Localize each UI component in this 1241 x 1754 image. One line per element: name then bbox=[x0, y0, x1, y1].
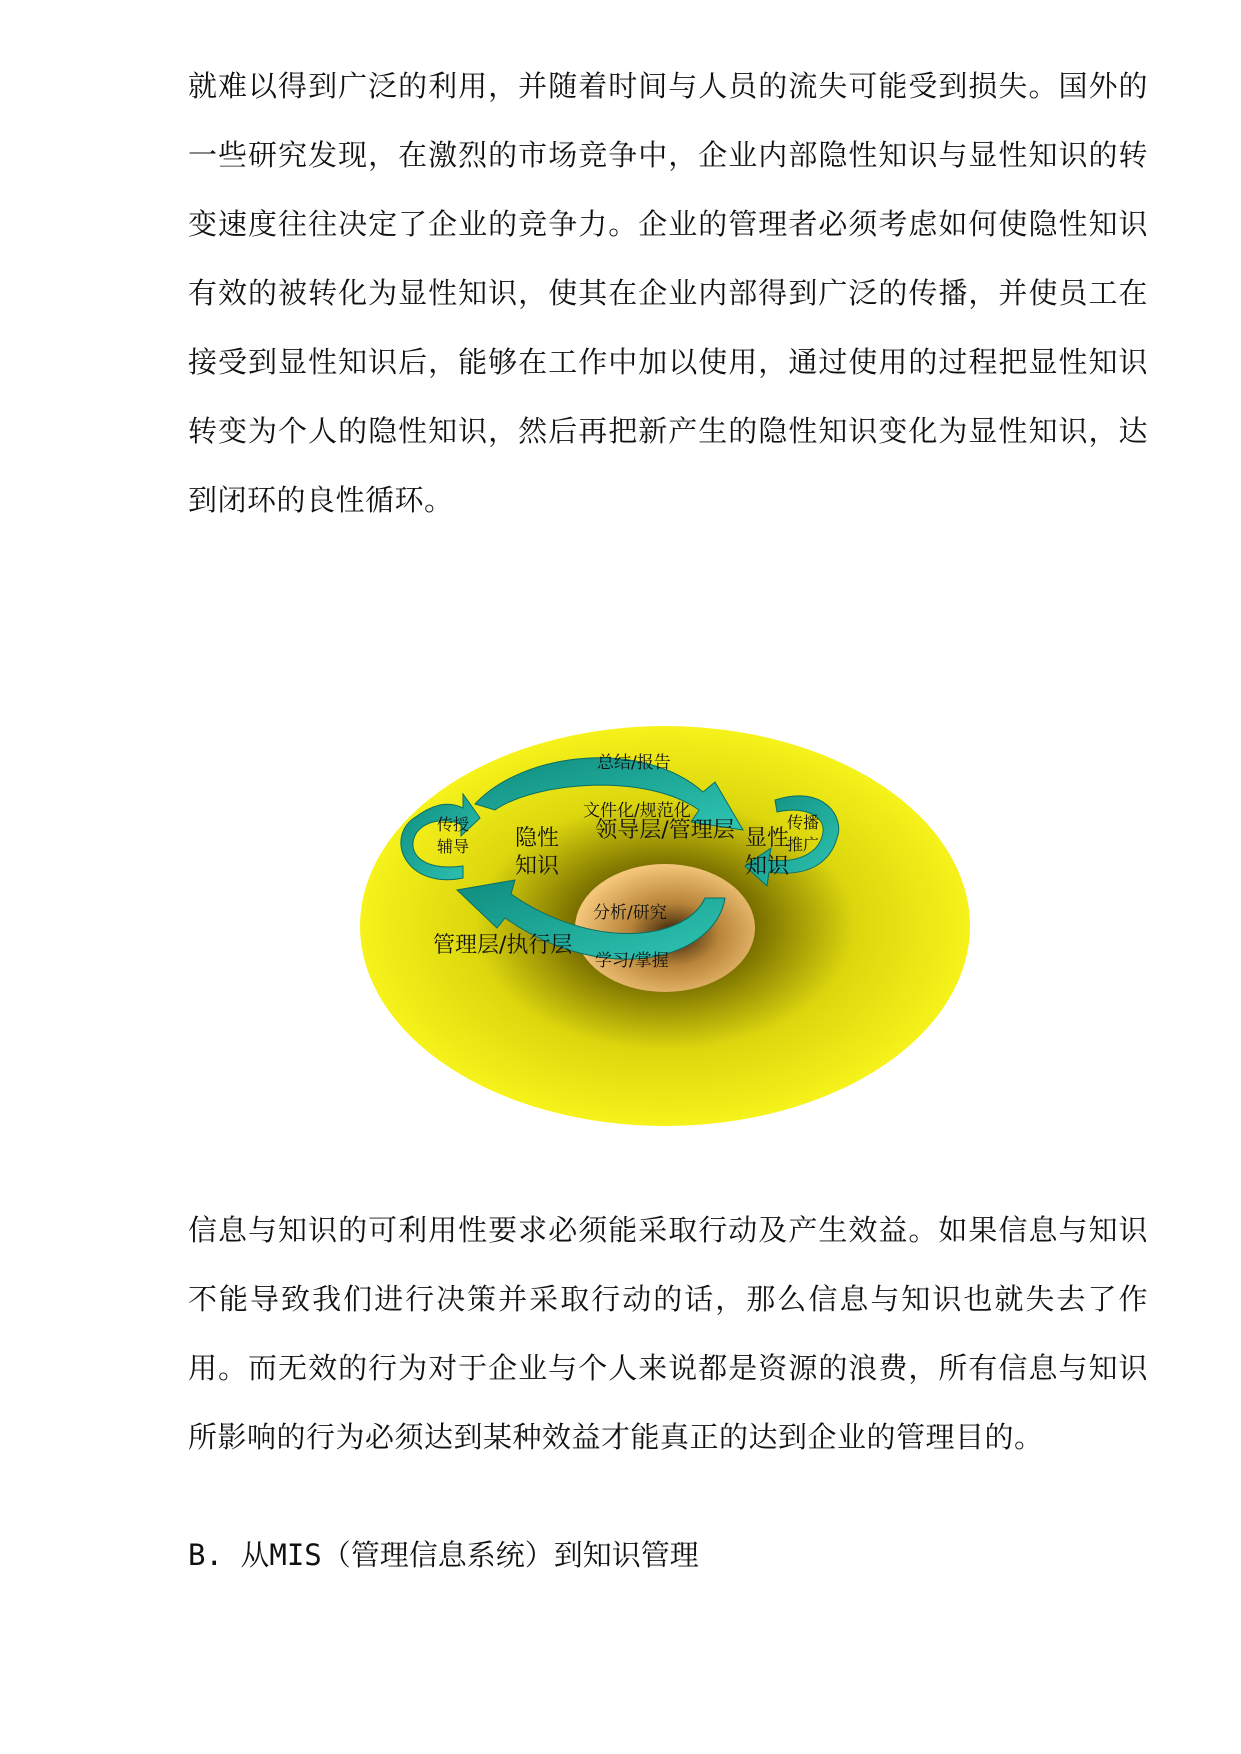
body-paragraph-2: 信息与知识的可利用性要求必须能采取行动及产生效益。如果信息与知识不能导致我们进行决策并采取行动的话，那么信息与知识也就失去了作用。而无效的行为对于企业与个人来说都是资源的浪费，所有信息与知识所影响的行为必须达到某种效益才能真正的达到企业的管理目的。 bbox=[188, 1213, 1148, 1454]
section-heading: B. 从MIS（管理信息系统）到知识管理 bbox=[188, 1538, 699, 1572]
body-paragraph-1: 就难以得到广泛的利用，并随着时间与人员的流失可能受到损失。国外的一些研究发现，在激烈的市场竞争中，企业内部隐性知识与显性知识的转变速度往往决定了企业的竞争力。企业的管理者必须考虑如何使隐性知识有效的被转化为显性知识，使其在企业内部得到广泛的传播，并使员工在接受到显性知识后，能够在工作中加以使用，通过使用的过程把显性知识转变为个人的隐性知识，然后再把新产生的隐性知识变化为显性知识，达到闭环的良性循环。 bbox=[188, 69, 1148, 517]
tacit-line-1: 隐性 bbox=[515, 826, 560, 851]
right-loop-line-2: 推广 bbox=[787, 835, 820, 854]
explicit-line-1: 显性 bbox=[745, 826, 790, 851]
right-loop-line-1: 传播 bbox=[787, 813, 820, 832]
top-arrow-label-2: 文件化/规范化 bbox=[583, 801, 691, 821]
explicit-line-2: 知识 bbox=[745, 854, 790, 879]
bottom-arrow-label-1: 分析/研究 bbox=[593, 903, 667, 923]
inner-ellipse bbox=[575, 864, 755, 992]
knowledge-cycle-diagram bbox=[355, 720, 975, 1126]
outer-label: 管理层/执行层 bbox=[433, 933, 573, 958]
top-arrow-label-1: 总结/报告 bbox=[597, 753, 671, 773]
left-loop-line-1: 传授 bbox=[437, 815, 470, 834]
bottom-arrow-label-2: 学习/掌握 bbox=[595, 951, 669, 971]
center-label: 领导层/管理层 bbox=[595, 818, 735, 843]
left-loop-line-2: 辅导 bbox=[437, 837, 470, 856]
tacit-line-2: 知识 bbox=[515, 854, 560, 879]
